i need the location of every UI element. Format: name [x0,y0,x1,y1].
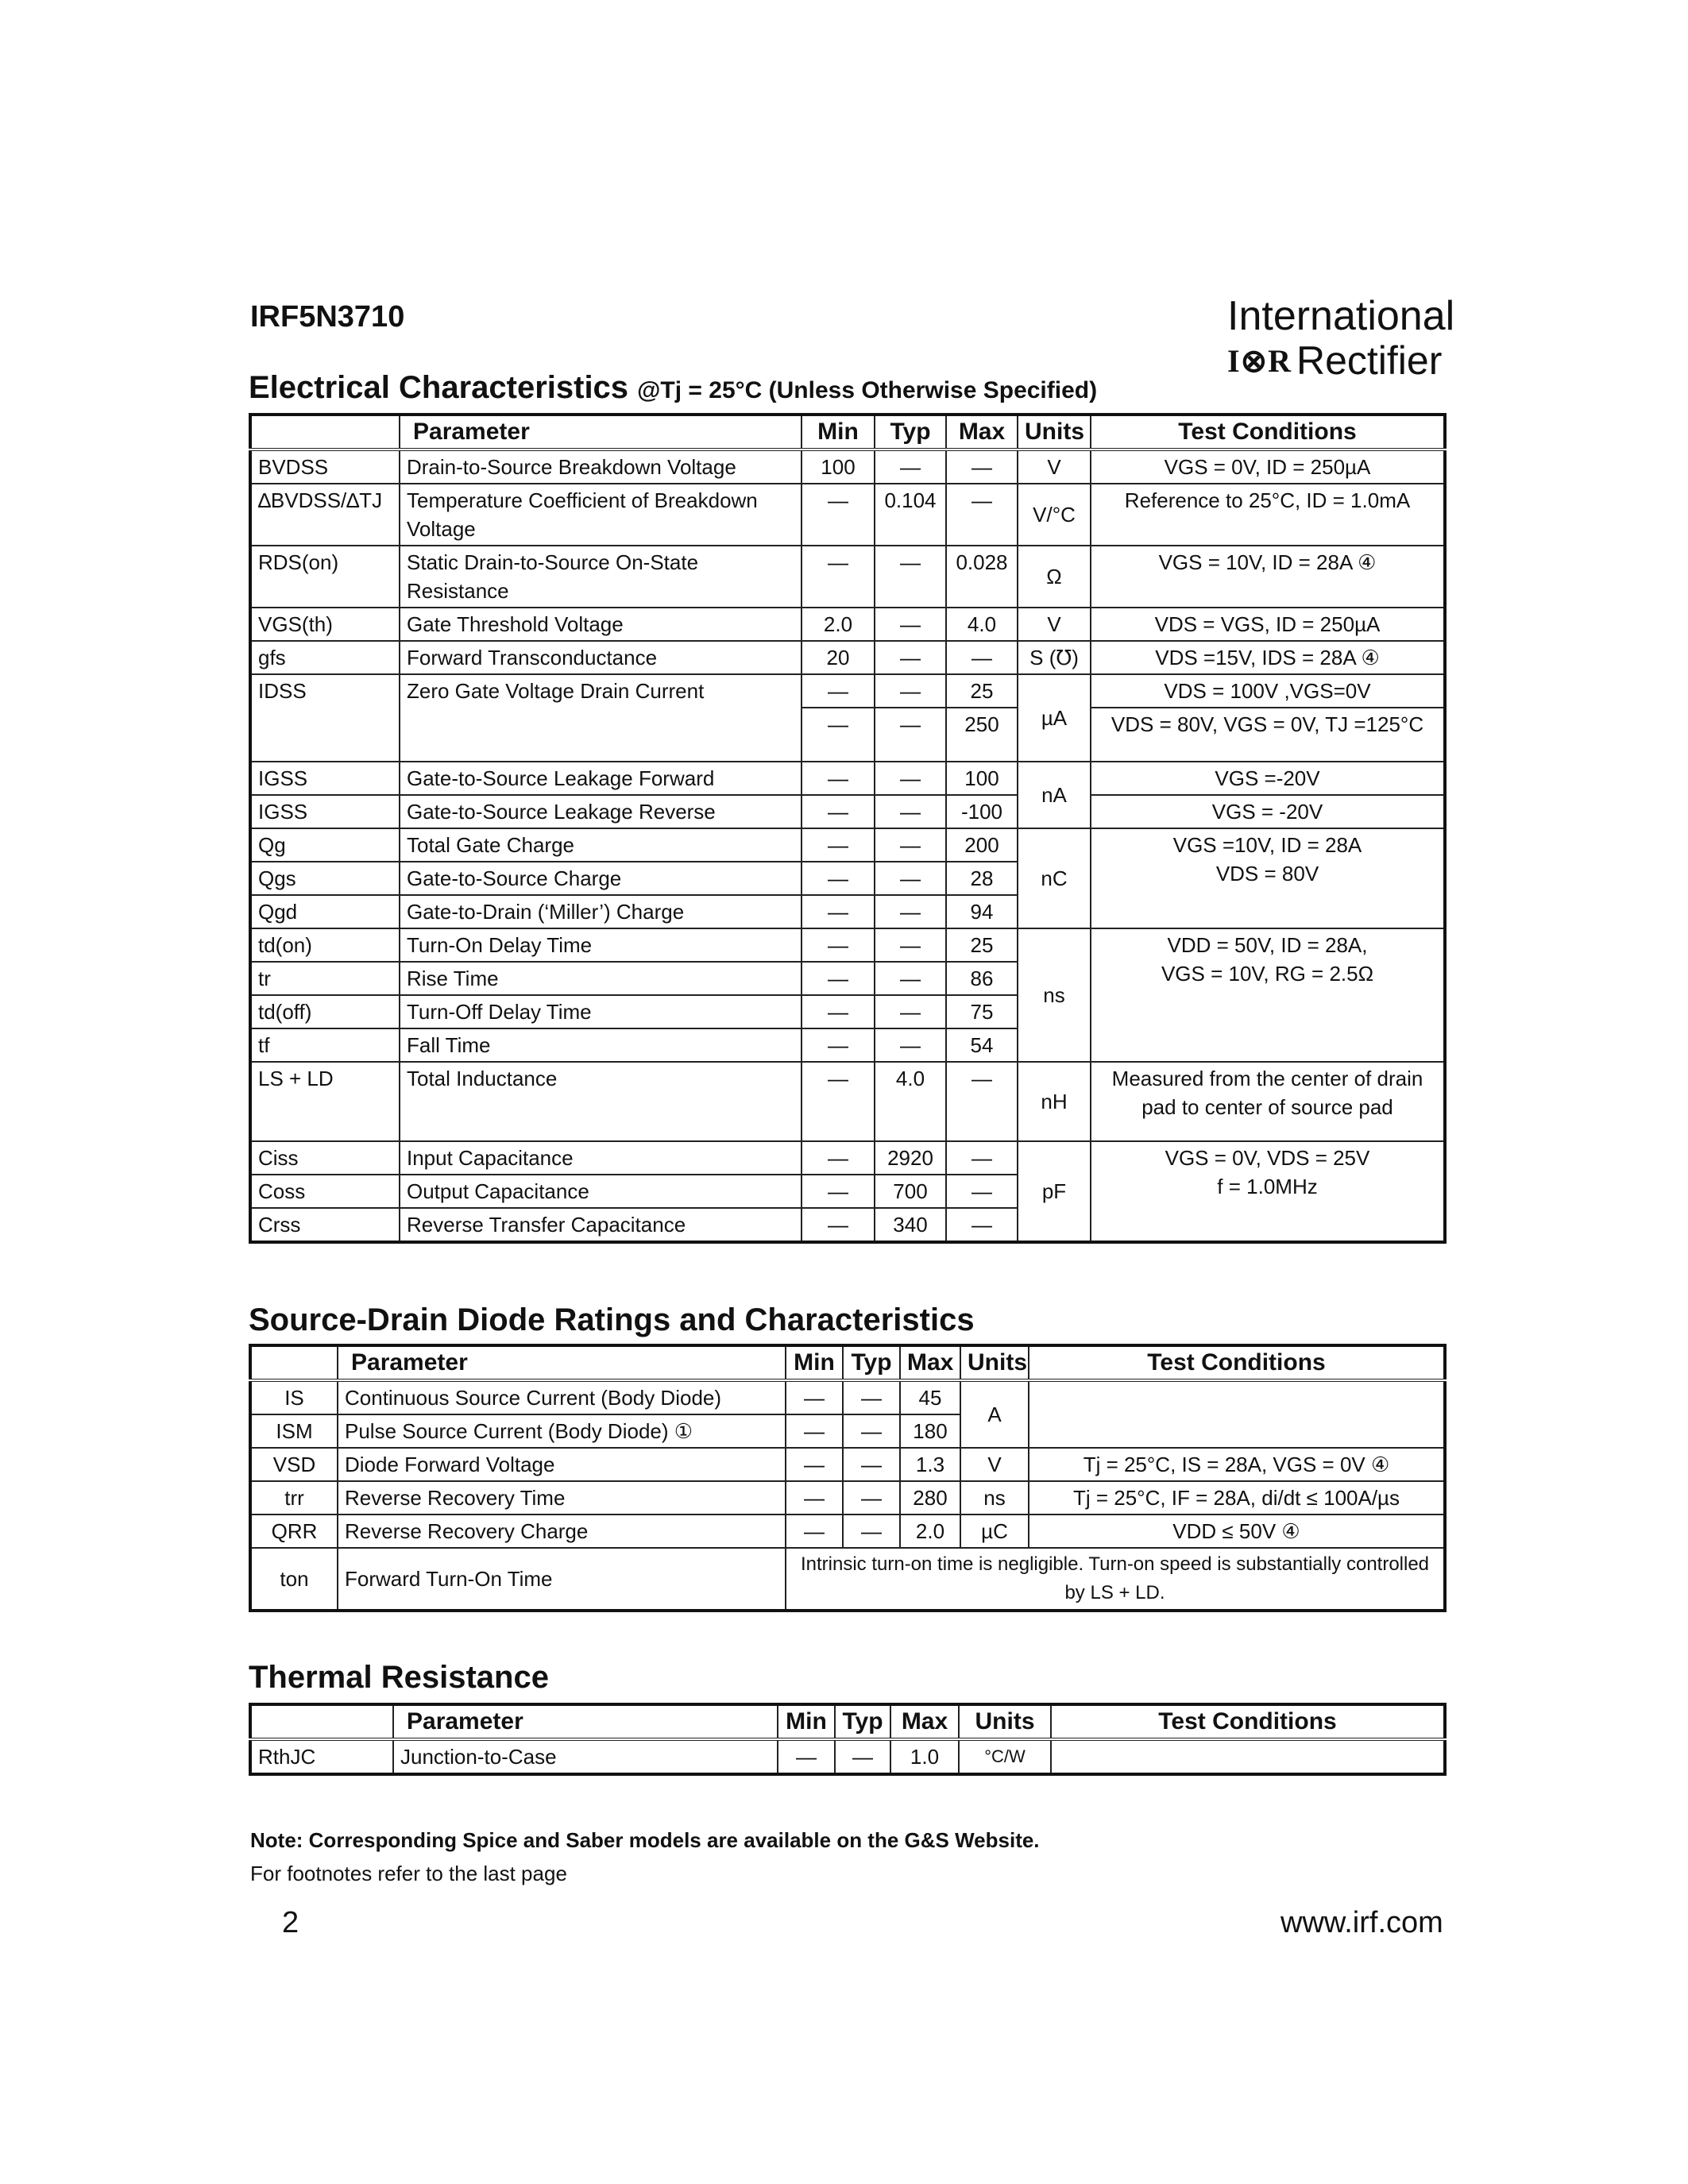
typ: — [875,1028,946,1062]
units: nH [1018,1062,1091,1141]
min: — [802,1141,875,1175]
symbol: VGS(th) [250,608,400,641]
min: — [786,1448,843,1481]
table-row [250,608,1445,641]
max: — [946,1208,1018,1242]
parameter: Drain-to-Source Breakdown Voltage [400,450,802,484]
units: µC [960,1515,1029,1548]
typ: — [875,795,946,828]
typ: — [875,995,946,1028]
max: — [946,450,1018,484]
typ: — [843,1380,900,1414]
parameter: Gate-to-Drain (‘Miller’) Charge [400,895,802,928]
typ: 0.104 [875,484,946,546]
table-row [250,762,1445,795]
parameter: Static Drain-to-Source On-State Resistance [400,546,802,608]
parameter: Gate-to-Source Leakage Forward [400,762,802,795]
max: — [946,1175,1018,1208]
min: 20 [802,641,875,674]
max: 94 [946,895,1018,928]
min: — [802,674,875,708]
symbol: Qg [250,828,400,862]
test-conditions [1051,1739,1445,1774]
units: µA [1018,674,1091,762]
parameter: Reverse Recovery Time [338,1481,786,1515]
typ: — [875,862,946,895]
table-row [250,1739,1445,1774]
typ: 700 [875,1175,946,1208]
table-row [250,450,1445,484]
symbol: Ciss [250,1141,400,1175]
table-row [250,1515,1445,1548]
typ: — [835,1739,890,1774]
max: 200 [946,828,1018,862]
elec-condition: @Tj = 25°C (Unless Otherwise Specified) [637,377,1098,403]
logo-mark: I⊗R [1227,342,1292,379]
typ: — [875,895,946,928]
parameter: Turn-Off Delay Time [400,995,802,1028]
typ: — [875,928,946,962]
symbol: td(off) [250,995,400,1028]
col-units: Units [1018,415,1091,450]
max: 2.0 [900,1515,960,1548]
test-conditions [1029,1380,1445,1448]
table-row [250,928,1445,962]
min: — [802,708,875,762]
symbol: IS [250,1380,338,1414]
symbol: RDS(on) [250,546,400,608]
parameter: Fall Time [400,1028,802,1062]
typ: — [875,962,946,995]
units: °C/W [959,1739,1051,1774]
test-conditions: VGS = 0V, ID = 250µA [1091,450,1445,484]
min: — [802,1028,875,1062]
parameter: Output Capacitance [400,1175,802,1208]
symbol: LS + LD [250,1062,400,1141]
test-conditions: VGS =10V, ID = 28A VDS = 80V [1091,828,1445,928]
typ: — [875,450,946,484]
max: 180 [900,1414,960,1448]
min: — [802,546,875,608]
max: 28 [946,862,1018,895]
symbol: RthJC [250,1739,393,1774]
symbol: QRR [250,1515,338,1548]
table-row [250,674,1445,708]
typ: 2920 [875,1141,946,1175]
symbol: trr [250,1481,338,1515]
symbol: td(on) [250,928,400,962]
symbol: tf [250,1028,400,1062]
thermal-col-max: Max [890,1704,959,1739]
min: — [802,895,875,928]
min: — [778,1739,835,1774]
table-row [250,1448,1445,1481]
col-max: Max [946,415,1018,450]
parameter: Diode Forward Voltage [338,1448,786,1481]
min: — [786,1515,843,1548]
table-row [250,828,1445,862]
units: S (℧) [1018,641,1091,674]
min: — [802,1208,875,1242]
parameter: Forward Turn-On Time [338,1548,786,1611]
typ: — [843,1448,900,1481]
test-conditions: VDS = 100V ,VGS=0V [1091,674,1445,708]
col-test: Test Conditions [1091,415,1445,450]
max: 25 [946,928,1018,962]
table-row [250,795,1445,828]
parameter: Gate-to-Source Charge [400,862,802,895]
page-number: 2 [282,1906,299,1939]
min: — [802,484,875,546]
diode-col-max: Max [900,1345,960,1380]
symbol: gfs [250,641,400,674]
min: 100 [802,450,875,484]
max: 45 [900,1380,960,1414]
table-row [250,1062,1445,1141]
max: 54 [946,1028,1018,1062]
test-conditions: Tj = 25°C, IS = 28A, VGS = 0V ④ [1029,1448,1445,1481]
elec-title: Electrical Characteristics @Tj = 25°C (Unless Otherwise Specified) [249,370,1098,405]
test-conditions: VDS = VGS, ID = 250µA [1091,608,1445,641]
parameter: Reverse Transfer Capacitance [400,1208,802,1242]
col-typ: Typ [875,415,946,450]
parameter: Temperature Coefficient of Breakdown Voltage [400,484,802,546]
max: 1.3 [900,1448,960,1481]
logo-line1: International [1227,293,1455,339]
parameter: Turn-On Delay Time [400,928,802,962]
max: — [946,484,1018,546]
parameter: Gate-to-Source Leakage Reverse [400,795,802,828]
min: — [786,1481,843,1515]
thermal-col-parameter: Parameter [393,1704,778,1739]
symbol: IDSS [250,674,400,762]
units: V [1018,608,1091,641]
parameter: Reverse Recovery Charge [338,1515,786,1548]
table-row [250,546,1445,608]
min: — [786,1380,843,1414]
col-parameter: Parameter [400,415,802,450]
symbol: VSD [250,1448,338,1481]
typ: — [843,1515,900,1548]
thermal-table [249,1703,1447,1776]
min: — [802,795,875,828]
max: 250 [946,708,1018,762]
test-conditions: Reference to 25°C, ID = 1.0mA [1091,484,1445,546]
max: 86 [946,962,1018,995]
test-conditions: VGS = 0V, VDS = 25V f = 1.0MHz [1091,1141,1445,1242]
diode-col-units: Units [960,1345,1029,1380]
units: V/°C [1018,484,1091,546]
diode-title: Source-Drain Diode Ratings and Characteristics [249,1302,975,1337]
units: nA [1018,762,1091,828]
typ: — [875,708,946,762]
units: ns [960,1481,1029,1515]
max: — [946,641,1018,674]
test-conditions: VGS = 10V, ID = 28A ④ [1091,546,1445,608]
max: 25 [946,674,1018,708]
symbol: ISM [250,1414,338,1448]
min: — [802,862,875,895]
turn-on-note: Intrinsic turn-on time is negligible. Turn-on speed is substantially controlled by LS + LD. [786,1548,1445,1611]
max: 75 [946,995,1018,1028]
parameter: Forward Transconductance [400,641,802,674]
units: Ω [1018,546,1091,608]
company-logo [1227,292,1455,383]
table-row [250,1481,1445,1515]
min: — [802,762,875,795]
test-conditions: VGS =-20V [1091,762,1445,795]
parameter: Pulse Source Current (Body Diode) ① [338,1414,786,1448]
table-row [250,484,1445,546]
symbol: BVDSS [250,450,400,484]
min: — [802,828,875,862]
symbol: Qgs [250,862,400,895]
symbol: tr [250,962,400,995]
logo-line2: Rectifier [1296,338,1443,383]
thermal-col-units: Units [959,1704,1051,1739]
min: — [802,995,875,1028]
typ: — [875,608,946,641]
test-conditions: VDS = 80V, VGS = 0V, TJ =125°C [1091,708,1445,762]
spice-note: Note: Corresponding Spice and Saber models are available on the G&S Website. [250,1828,1040,1852]
max: 4.0 [946,608,1018,641]
diode-col-typ: Typ [843,1345,900,1380]
max: -100 [946,795,1018,828]
typ: — [875,828,946,862]
parameter: Rise Time [400,962,802,995]
typ: — [875,674,946,708]
units: V [1018,450,1091,484]
min: — [802,1175,875,1208]
thermal-col-test: Test Conditions [1051,1704,1445,1739]
typ: — [875,762,946,795]
col-min: Min [802,415,875,450]
min: — [802,1062,875,1141]
diode-col-test: Test Conditions [1029,1345,1445,1380]
part-number: IRF5N3710 [250,300,405,334]
typ: 4.0 [875,1062,946,1141]
table-row [250,641,1445,674]
symbol: ∆BVDSS/∆TJ [250,484,400,546]
diode-table [249,1344,1447,1612]
thermal-col-min: Min [778,1704,835,1739]
typ: — [875,641,946,674]
thermal-col-typ: Typ [835,1704,890,1739]
test-conditions: Measured from the center of drain pad to center of source pad [1091,1062,1445,1141]
test-conditions: Tj = 25°C, IF = 28A, di/dt ≤ 100A/µs [1029,1481,1445,1515]
electrical-table [249,413,1447,1244]
parameter: Total Gate Charge [400,828,802,862]
units: pF [1018,1141,1091,1242]
min: — [786,1414,843,1448]
website-link[interactable]: www.irf.com [1280,1906,1443,1939]
table-row [250,1548,1445,1611]
symbol: Coss [250,1175,400,1208]
symbol: Qgd [250,895,400,928]
parameter: Continuous Source Current (Body Diode) [338,1380,786,1414]
max: — [946,1062,1018,1141]
min: — [802,962,875,995]
diode-col-min: Min [786,1345,843,1380]
units: ns [1018,928,1091,1062]
max: 0.028 [946,546,1018,608]
typ: — [843,1414,900,1448]
symbol: IGSS [250,762,400,795]
typ: 340 [875,1208,946,1242]
typ: — [843,1481,900,1515]
symbol: ton [250,1548,338,1611]
min: 2.0 [802,608,875,641]
diode-col-parameter: Parameter [338,1345,786,1380]
min: — [802,928,875,962]
parameter: Zero Gate Voltage Drain Current [400,674,802,762]
thermal-title: Thermal Resistance [249,1660,549,1695]
max: 280 [900,1481,960,1515]
table-row [250,1380,1445,1414]
parameter: Input Capacitance [400,1141,802,1175]
units: V [960,1448,1029,1481]
test-conditions: VDD ≤ 50V ④ [1029,1515,1445,1548]
test-conditions: VDS =15V, IDS = 28A ④ [1091,641,1445,674]
max: 100 [946,762,1018,795]
parameter: Junction-to-Case [393,1739,778,1774]
parameter: Total Inductance [400,1062,802,1141]
symbol: Crss [250,1208,400,1242]
footnote-reference: For footnotes refer to the last page [250,1862,567,1885]
symbol: IGSS [250,795,400,828]
units: A [960,1380,1029,1448]
max: 1.0 [890,1739,959,1774]
test-conditions: VDD = 50V, ID = 28A, VGS = 10V, RG = 2.5Ω [1091,928,1445,1062]
max: — [946,1141,1018,1175]
table-row [250,1141,1445,1175]
typ: — [875,546,946,608]
units: nC [1018,828,1091,928]
test-conditions: VGS = -20V [1091,795,1445,828]
parameter: Gate Threshold Voltage [400,608,802,641]
